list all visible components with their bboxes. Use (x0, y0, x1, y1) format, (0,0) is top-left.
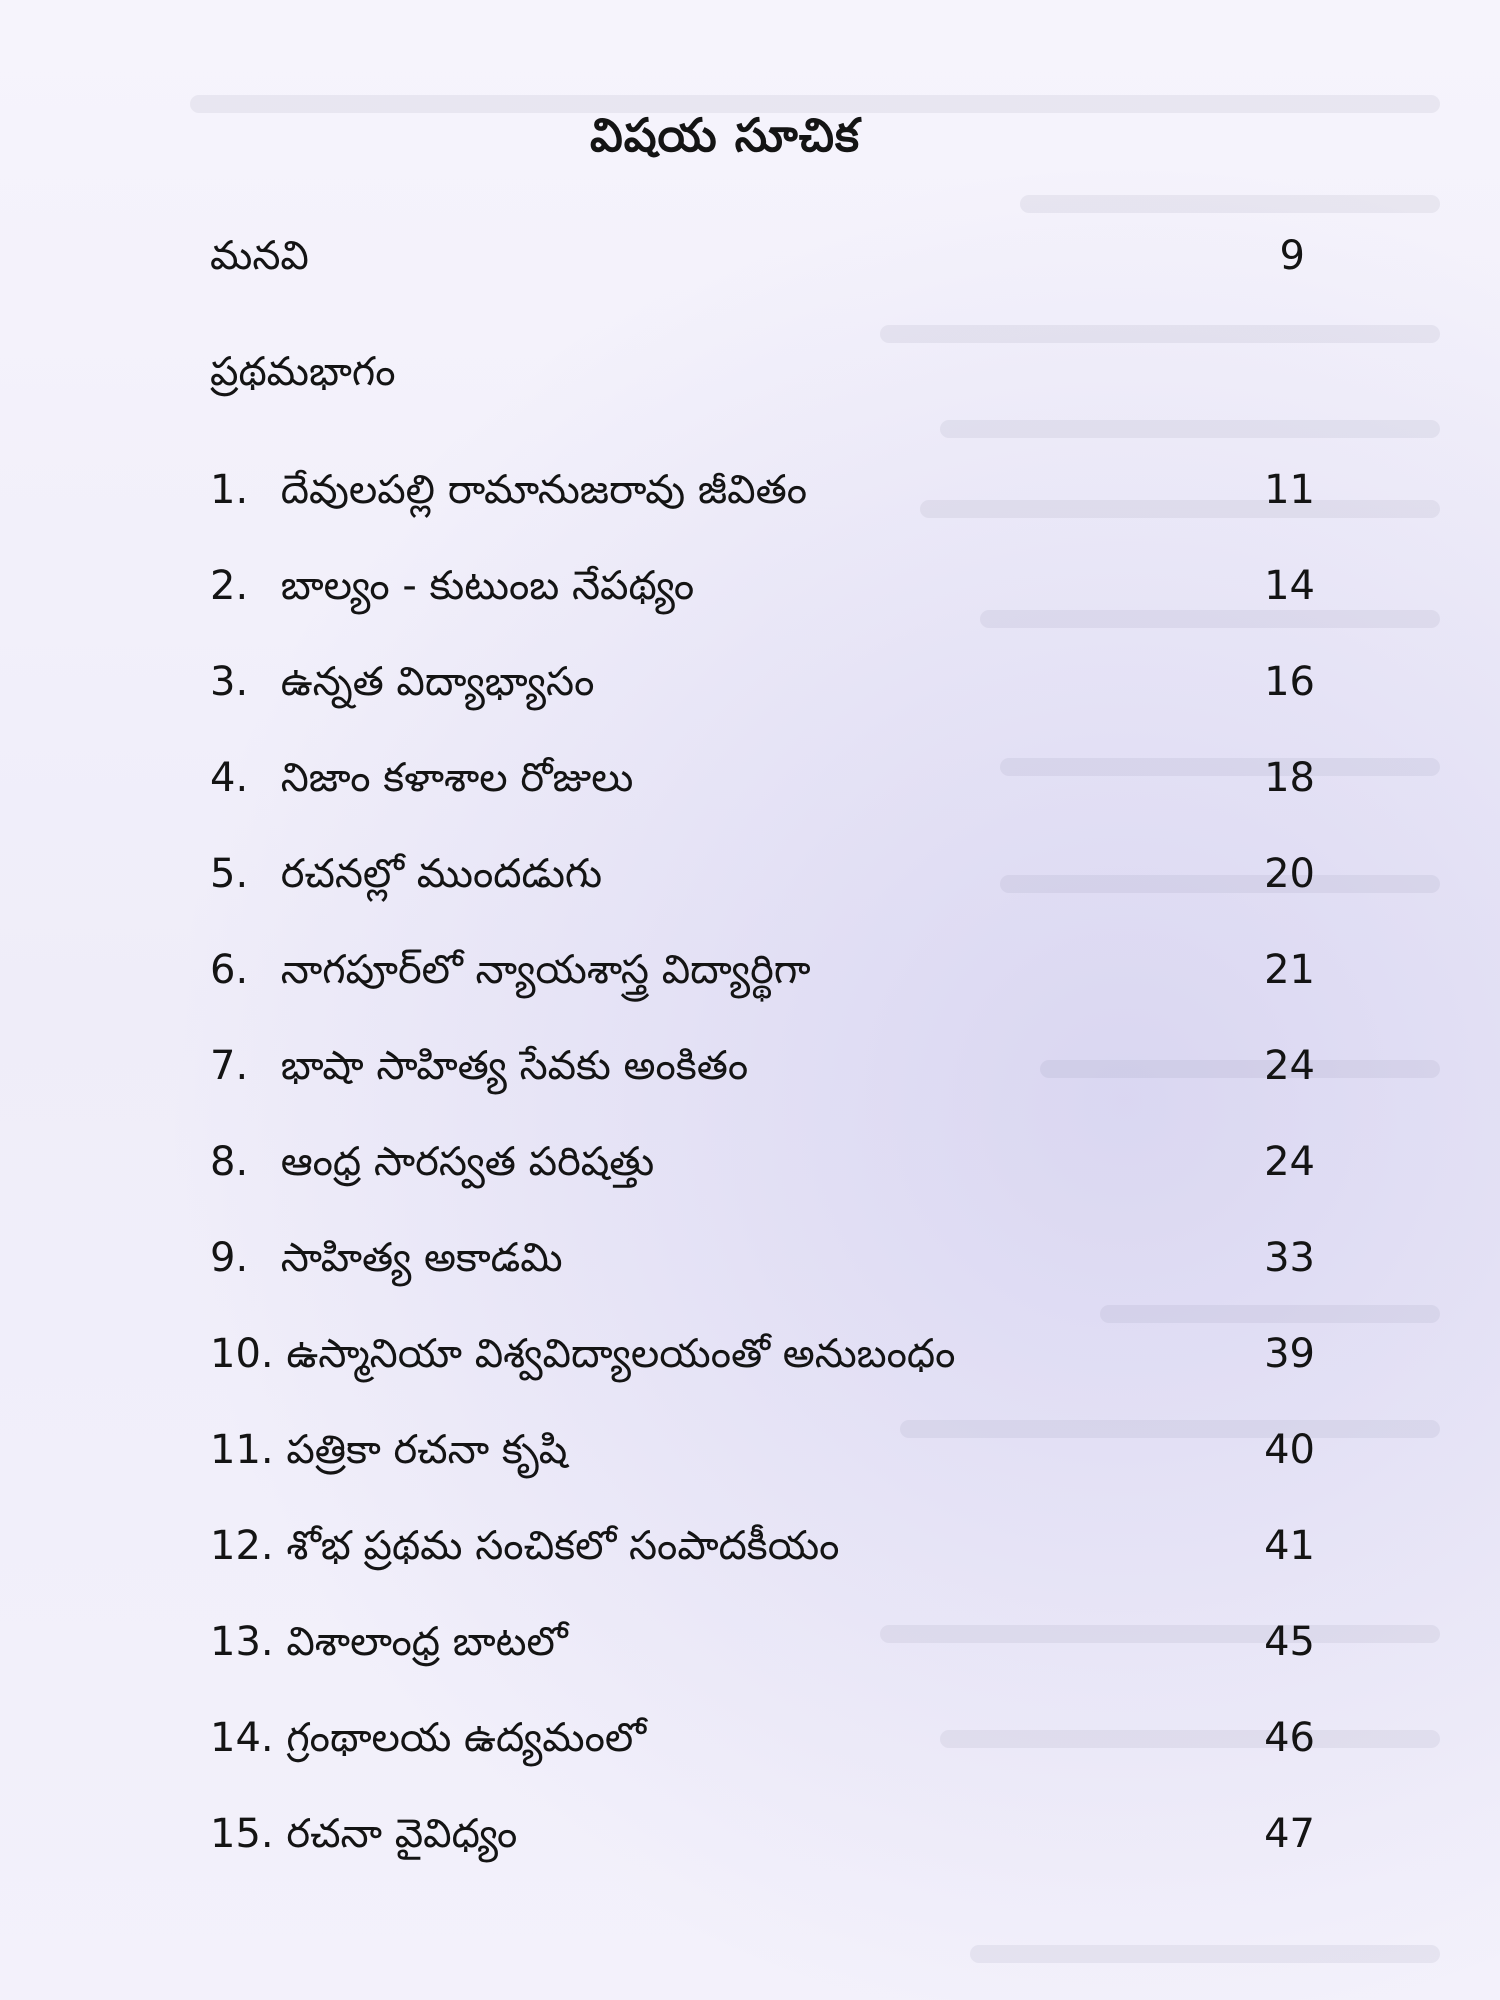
toc-title: భాషా సాహిత్య సేవకు అంకితం (280, 1043, 749, 1089)
toc-page: 24 (1264, 1043, 1315, 1089)
toc-title: ఉస్మానియా విశ్వవిద్యాలయంతో అనుబంధం (286, 1331, 956, 1377)
toc-row (210, 1228, 1315, 1288)
toc-title: పత్రికా రచనా కృషి (286, 1427, 568, 1473)
show-through (1100, 1305, 1440, 1323)
toc-row (210, 1132, 1315, 1192)
toc-number: 6. (210, 947, 249, 993)
toc-number: 12. (210, 1523, 274, 1569)
toc-page: 11 (1264, 467, 1315, 513)
toc-page: 46 (1264, 1715, 1315, 1761)
toc-row (210, 1516, 1315, 1576)
toc-row (210, 556, 1315, 616)
toc-page: 14 (1264, 563, 1315, 609)
show-through (940, 420, 1440, 438)
toc-title: నాగపూర్‌లో న్యాయశాస్త్ర విద్యార్థిగా (280, 947, 811, 993)
toc-number: 13. (210, 1619, 274, 1665)
toc-number: 4. (210, 755, 249, 801)
toc-row (210, 460, 1315, 520)
toc-row (210, 940, 1315, 1000)
toc-number: 7. (210, 1043, 249, 1089)
toc-intro-label: మనవి (210, 233, 309, 279)
toc-page: 21 (1264, 947, 1315, 993)
toc-page: 18 (1264, 755, 1315, 801)
toc-row (210, 1708, 1315, 1768)
toc-number: 10. (210, 1331, 274, 1377)
toc-number: 9. (210, 1235, 249, 1281)
toc-number: 11. (210, 1427, 274, 1473)
toc-title: రచనా వైవిధ్యం (286, 1811, 518, 1857)
toc-row (210, 652, 1315, 712)
toc-row (210, 844, 1315, 904)
toc-number: 5. (210, 851, 249, 897)
toc-title: విశాలాంధ్ర బాటలో (286, 1619, 568, 1665)
toc-page: 20 (1264, 851, 1315, 897)
toc-number: 3. (210, 659, 249, 705)
show-through (970, 1945, 1440, 1963)
toc-number: 15. (210, 1811, 274, 1857)
toc-page: 24 (1264, 1139, 1315, 1185)
toc-title: శోభ ప్రథమ సంచికలో సంపాదకీయం (286, 1523, 840, 1569)
page-title: విషయ సూచిక (590, 108, 860, 162)
toc-title: గ్రంథాలయ ఉద్యమంలో (286, 1715, 647, 1761)
toc-page: 39 (1264, 1331, 1315, 1377)
toc-page: 47 (1264, 1811, 1315, 1857)
toc-row (210, 1420, 1315, 1480)
section-heading: ప్రథమభాగం (210, 349, 396, 395)
show-through (1020, 195, 1440, 213)
toc-page: 40 (1264, 1427, 1315, 1473)
toc-intro-row (210, 226, 1305, 286)
toc-page: 45 (1264, 1619, 1315, 1665)
show-through (880, 325, 1440, 343)
toc-row (210, 1612, 1315, 1672)
toc-title: సాహిత్య అకాడమి (280, 1235, 563, 1281)
toc-title: నిజాం కళాశాల రోజులు (280, 755, 634, 801)
toc-title: ఆంధ్ర సారస్వత పరిషత్తు (280, 1139, 655, 1185)
toc-number: 14. (210, 1715, 274, 1761)
toc-title: బాల్యం - కుటుంబ నేపథ్యం (280, 563, 695, 609)
toc-number: 1. (210, 467, 249, 513)
toc-row (210, 1036, 1315, 1096)
toc-intro-page: 9 (1279, 233, 1305, 279)
toc-title: దేవులపల్లి రామానుజరావు జీవితం (280, 467, 807, 513)
toc-title: రచనల్లో ముందడుగు (280, 851, 603, 897)
toc-row (210, 1804, 1315, 1864)
toc-row (210, 1324, 1315, 1384)
toc-page: 41 (1264, 1523, 1315, 1569)
toc-title: ఉన్నత విద్యాభ్యాసం (280, 659, 595, 705)
toc-number: 8. (210, 1139, 249, 1185)
toc-page: 16 (1264, 659, 1315, 705)
toc-number: 2. (210, 563, 249, 609)
toc-row (210, 748, 1315, 808)
toc-page: 33 (1264, 1235, 1315, 1281)
